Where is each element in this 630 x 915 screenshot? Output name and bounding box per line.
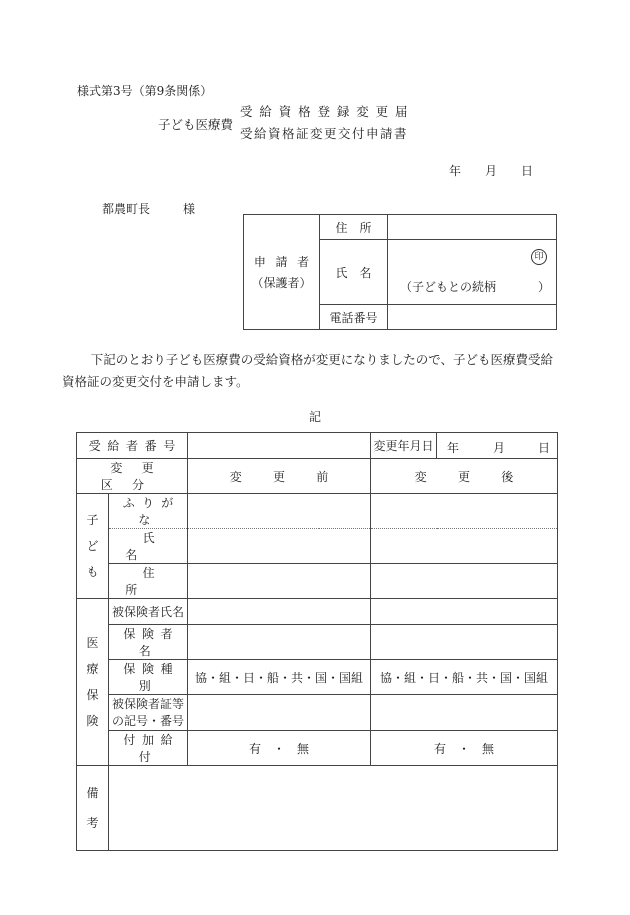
furigana-before[interactable] [188, 494, 371, 529]
addressee-honorific: 様 [183, 202, 196, 216]
insured-name-after[interactable] [371, 599, 558, 625]
card-number-before[interactable] [188, 695, 371, 731]
change-date-year: 年 [447, 441, 460, 455]
insurance-type-before[interactable]: 協・組・日・船・共・国・国組 [188, 660, 371, 695]
date-year: 年 [449, 164, 462, 178]
date-day: 日 [521, 164, 534, 178]
ki-label: 記 [309, 410, 322, 424]
change-date-input[interactable] [437, 433, 558, 459]
remarks-input[interactable] [109, 766, 558, 851]
applicant-label: 申請者 [253, 255, 319, 269]
seal-icon: 印 [531, 249, 547, 265]
child-address-before[interactable] [188, 564, 371, 599]
applicant-sub-label: （保護者） [251, 276, 312, 290]
child-name-label: 氏名 [109, 529, 188, 564]
after-header: 変更後 [371, 459, 558, 494]
name-label: 氏 名 [320, 240, 388, 305]
title-line1: 受給資格登録変更届 [240, 104, 415, 119]
child-address-after[interactable] [371, 564, 558, 599]
title-prefix: 子ども医療費 [158, 117, 234, 132]
child-name-before[interactable] [188, 529, 371, 564]
insured-name-before[interactable] [188, 599, 371, 625]
change-date-month: 月 [493, 441, 506, 455]
before-header: 変更前 [188, 459, 371, 494]
addon-label: 付加給付 [109, 731, 188, 766]
phone-label: 電話番号 [320, 305, 388, 330]
address-label: 住 所 [320, 215, 388, 240]
furigana-after[interactable] [371, 494, 558, 529]
addon-before[interactable]: 有 ・ 無 [188, 731, 371, 766]
remarks-label: 備 考 [77, 766, 109, 851]
relation-close: ） [538, 280, 551, 294]
insurance-group-label: 医 療 保 険 [77, 599, 109, 766]
child-group-label: 子 ど も [77, 494, 109, 599]
applicant-table [243, 214, 557, 330]
recipient-number-label: 受給者番号 [77, 433, 188, 459]
card-number-label: 被保険者証等 の記号・番号 [109, 695, 188, 731]
phone-input[interactable] [388, 305, 557, 330]
insurance-type-after[interactable]: 協・組・日・船・共・国・国組 [371, 660, 558, 695]
insurer-name-after[interactable] [371, 625, 558, 660]
child-address-label: 住所 [109, 564, 188, 599]
recipient-number-input[interactable] [188, 433, 371, 459]
name-input[interactable] [388, 240, 557, 305]
relation-label: （子どもとの続柄 [400, 280, 497, 294]
category-label: 変更区分 [77, 459, 188, 494]
addon-after[interactable]: 有 ・ 無 [371, 731, 558, 766]
form-number: 様式第3号（第9条関係） [77, 84, 213, 98]
furigana-label: ふりがな [109, 494, 188, 529]
date-month: 月 [485, 164, 498, 178]
insurance-type-label: 保険種別 [109, 660, 188, 695]
child-name-after[interactable] [371, 529, 558, 564]
insurer-name-before[interactable] [188, 625, 371, 660]
address-input[interactable] [388, 215, 557, 240]
body-text: 下記のとおり子ども医療費の受給資格が変更になりましたので、子ども医療費受給資格証の変更交付を申請します。 [62, 352, 554, 389]
change-date-day: 日 [538, 441, 551, 455]
change-date-label: 変更年月日 [371, 433, 437, 459]
insured-name-label: 被保険者氏名 [109, 599, 188, 625]
addressee-name: 都農町長 [102, 202, 151, 216]
applicant-label-cell [244, 215, 320, 330]
insurer-name-label: 保険者名 [109, 625, 188, 660]
card-number-after[interactable] [371, 695, 558, 731]
title-line2: 受給資格証変更交付申請書 [240, 126, 409, 141]
main-table [76, 432, 558, 851]
